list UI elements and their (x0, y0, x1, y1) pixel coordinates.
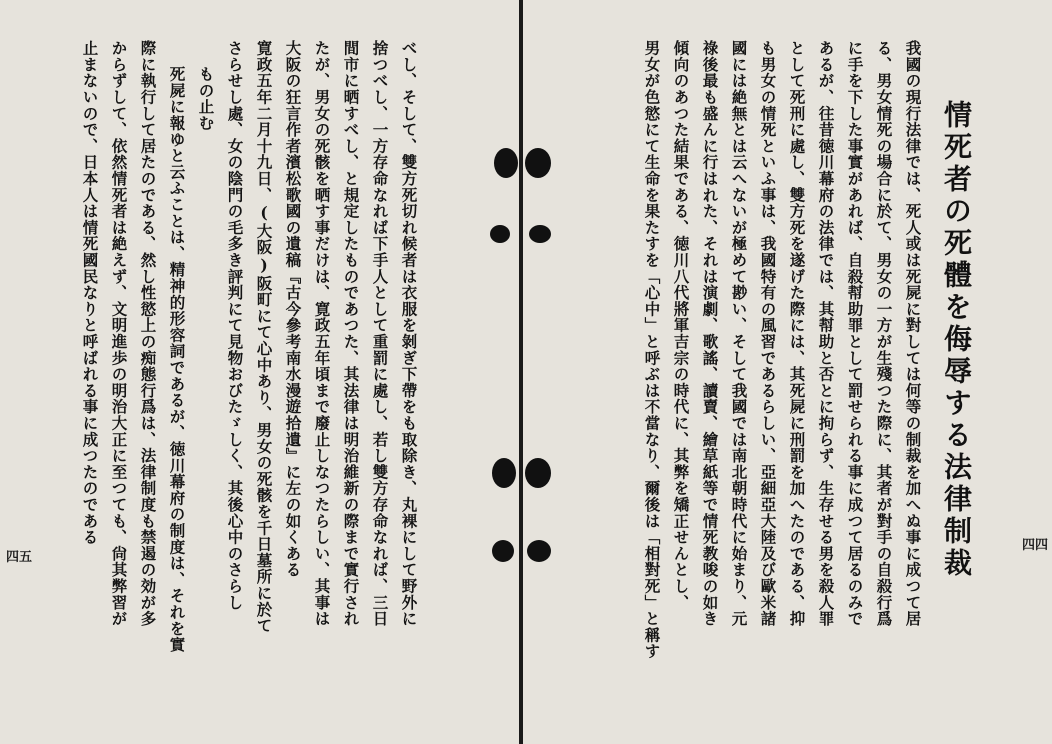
left-line: 寛政五年二月十九日、(大阪)阪町にて心中あり、男女の死骸を千日墓所に於て (254, 40, 274, 634)
right-line: 祿後最も盛んに行はれた、それは演劇、歌謠、讀賣、繪草紙等で情死教唆の如き (700, 40, 720, 627)
right-line: 國には絶無とは云へないが極めて尠い、そして我國では南北朝時代に始まり、元 (729, 40, 749, 627)
left-line: さらせし處、女の陰門の毛多き評判にて見物おびたゞしく、其後心中のさらし (225, 40, 245, 611)
binding-hole (529, 225, 551, 243)
binding-hole (490, 225, 510, 243)
binding-hole (492, 540, 514, 562)
left-line: 捨つべし、一方存命なれば下手人として重罰に處し、若し雙方存命なれば、三日 (370, 40, 390, 627)
left-line: 際に執行して居たのである、然し性慾上の痴態行爲は、法律制度も禁遏の効が多 (138, 40, 158, 627)
right-line: として死刑に處し、雙方死を遂げた際には、其死屍に刑罰を加へたのである、抑 (787, 40, 807, 627)
right-line: に手を下した事實があれば、自殺幇助罪として罰せられる事に成つて居るのみで (845, 40, 865, 627)
left-line: べし、そして、雙方死切れ候者は衣服を剝ぎ下帶をも取除き、丸裸にして野外に (399, 40, 419, 627)
right-line: あるが、往昔徳川幕府の法律では、其幇助と否とに拘らず、生存せる男を殺人罪 (816, 40, 836, 627)
right-page-number: 四四 (1022, 538, 1049, 553)
right-line: 我國の現行法律では、死人或は死屍に對しては何等の制裁を加へぬ事に成つて居 (903, 40, 923, 627)
binding-hole (525, 148, 551, 178)
binding-hole (527, 540, 551, 562)
right-line: る、男女情死の場合に於て、男女の一方が生殘つた際に、其者が對手の自殺行爲 (874, 40, 894, 627)
left-line: 止まないので、日本人は情死國民なりと呼ばれる事に成つたのである (80, 40, 100, 546)
page-title: 情死者の死體を侮辱する法律制裁 (940, 100, 973, 580)
right-line: 男女が色慾にて生命を果たすを「心中」と呼ぶは不當なり、爾後は「相對死」と稱す (642, 40, 662, 660)
left-line: 死屍に報ゆと云ふことは、精神的形容詞であるが、徳川幕府の制度は、それを實 (167, 66, 187, 653)
left-page-number: 四五 (6, 550, 33, 565)
left-line: もの止む (196, 66, 216, 132)
binding-hole (492, 458, 516, 488)
right-line: も男女の情死といふ事は、我國特有の風習であるらしい、亞細亞大陸及び歐米諸 (758, 40, 778, 627)
left-line: 大阪の狂言作者濱松歌國の遺稿『古今參考南水漫遊拾遺』に左の如くある (283, 40, 303, 578)
binding-hole (494, 148, 518, 178)
left-line: 間市に晒すべし、と規定したものであつた、其法律は明治維新の際まで實行され (341, 40, 361, 627)
left-page (0, 0, 520, 744)
left-line: からずして、依然情死者は絶えず、文明進歩の明治大正に至つても、尙其弊習が (109, 40, 129, 627)
left-line: たが、男女の死骸を晒す事だけは、寛政五年頃まで廢止しなつたらしい、其事は (312, 40, 332, 627)
binding-hole (525, 458, 551, 488)
right-line: 傾向のあつた結果である、徳川八代將軍吉宗の時代に、其弊を矯正せんとし、 (671, 40, 691, 611)
